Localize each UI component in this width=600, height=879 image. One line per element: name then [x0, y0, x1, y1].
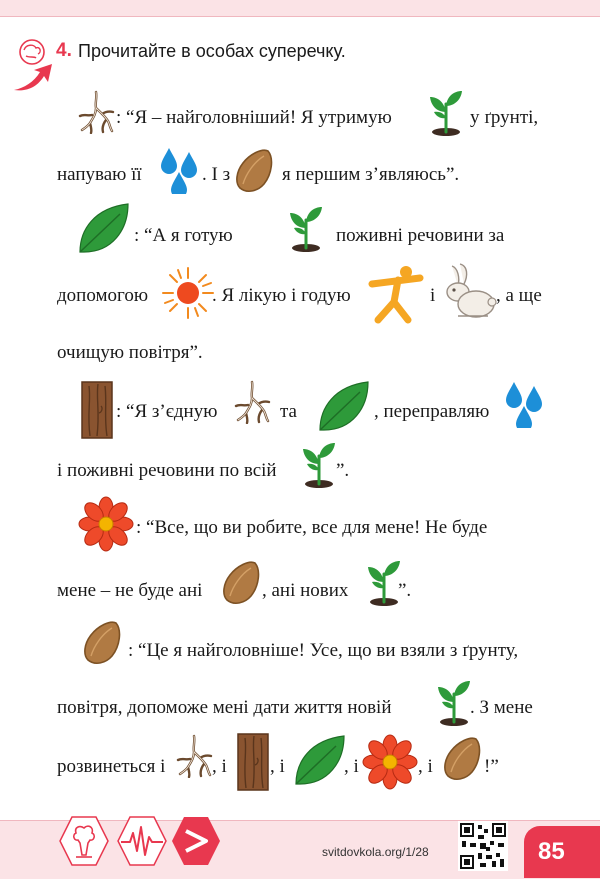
- line-7-text-b: ”.: [336, 460, 350, 481]
- sun-icon: [160, 265, 216, 321]
- line-6-text-c: , переправляю: [374, 401, 490, 422]
- line-6-text-a: : “Я з’єдную: [116, 401, 218, 422]
- line-9-text-b: , ані нових: [262, 580, 349, 601]
- line-12-text-f: !”: [484, 756, 499, 777]
- line-7-text-a: і поживні речовини по всій: [57, 460, 277, 481]
- water-drops-icon: [159, 146, 199, 194]
- line-2-text-c: я першим з’являюсь”.: [282, 164, 460, 185]
- line-1-text-b: у ґрунті,: [470, 107, 539, 128]
- heartbeat-icon: [116, 815, 168, 867]
- task-number: 4.: [56, 40, 72, 61]
- root-icon: [232, 380, 272, 424]
- sprout-icon: [288, 204, 324, 252]
- chevron-icon: [170, 815, 222, 867]
- website-link[interactable]: svitdovkola.org/1/28: [322, 845, 429, 859]
- line-2-text-b: . І з: [202, 164, 231, 185]
- root-icon: [174, 734, 214, 778]
- line-5-text-a: очищую повітря”.: [57, 342, 203, 363]
- line-6-text-b: та: [280, 401, 297, 422]
- root-icon: [76, 90, 116, 134]
- line-4-text-a: допомогою: [57, 285, 149, 306]
- line-9-text-a: мене – не буде ані: [57, 580, 203, 601]
- line-11-text-a: повітря, допоможе мені дати життя новій: [57, 697, 392, 718]
- line-10-text-a: : “Це я найголовніше! Усе, що ви взяли з ґрунту,: [128, 640, 519, 661]
- rabbit-icon: [438, 262, 498, 322]
- leaf-icon: [292, 732, 348, 788]
- sprout-icon: [366, 558, 402, 606]
- page-number: 85: [538, 838, 565, 865]
- line-4-text-c: і: [430, 285, 436, 306]
- explosion-icon: [58, 815, 110, 867]
- sprout-icon: [436, 678, 472, 726]
- water-drops-icon: [504, 380, 544, 428]
- leaf-icon: [316, 378, 372, 434]
- line-2-text-a: напуваю її: [57, 164, 142, 185]
- seed-icon: [234, 148, 274, 194]
- line-1-text-a: : “Я – найголовніший! Я утримую: [116, 107, 392, 128]
- person-icon: [368, 264, 428, 324]
- seed-icon: [442, 736, 482, 782]
- line-8-text-a: : “Все, що ви робите, все для мене! Не буде: [136, 517, 488, 538]
- line-9-text-c: ”.: [398, 580, 412, 601]
- flower-icon: [78, 496, 134, 552]
- task-title: Прочитайте в особах суперечку.: [78, 41, 346, 61]
- line-12-text-e: , і: [418, 756, 433, 777]
- brain-arrow-icon: [10, 38, 60, 94]
- line-3-text-a: : “А я готую: [134, 225, 233, 246]
- line-12-text-b: , і: [212, 756, 227, 777]
- line-12-text-d: , і: [344, 756, 359, 777]
- sprout-icon: [428, 88, 464, 136]
- seed-icon: [221, 560, 261, 606]
- flower-icon: [362, 734, 418, 790]
- line-4-text-d: , а ще: [496, 285, 542, 306]
- top-band: [0, 0, 600, 17]
- stem-icon: [236, 732, 270, 792]
- line-3-text-b: поживні речовини за: [336, 225, 505, 246]
- stem-icon: [80, 380, 114, 440]
- line-12-text-a: розвинеться і: [57, 756, 166, 777]
- qr-code-icon[interactable]: [458, 821, 508, 871]
- line-4-text-b: . Я лікую і годую: [212, 285, 351, 306]
- sprout-icon: [301, 440, 337, 488]
- leaf-icon: [76, 200, 132, 256]
- line-11-text-b: . З мене: [470, 697, 533, 718]
- seed-icon: [82, 620, 122, 666]
- line-12-text-c: , і: [270, 756, 285, 777]
